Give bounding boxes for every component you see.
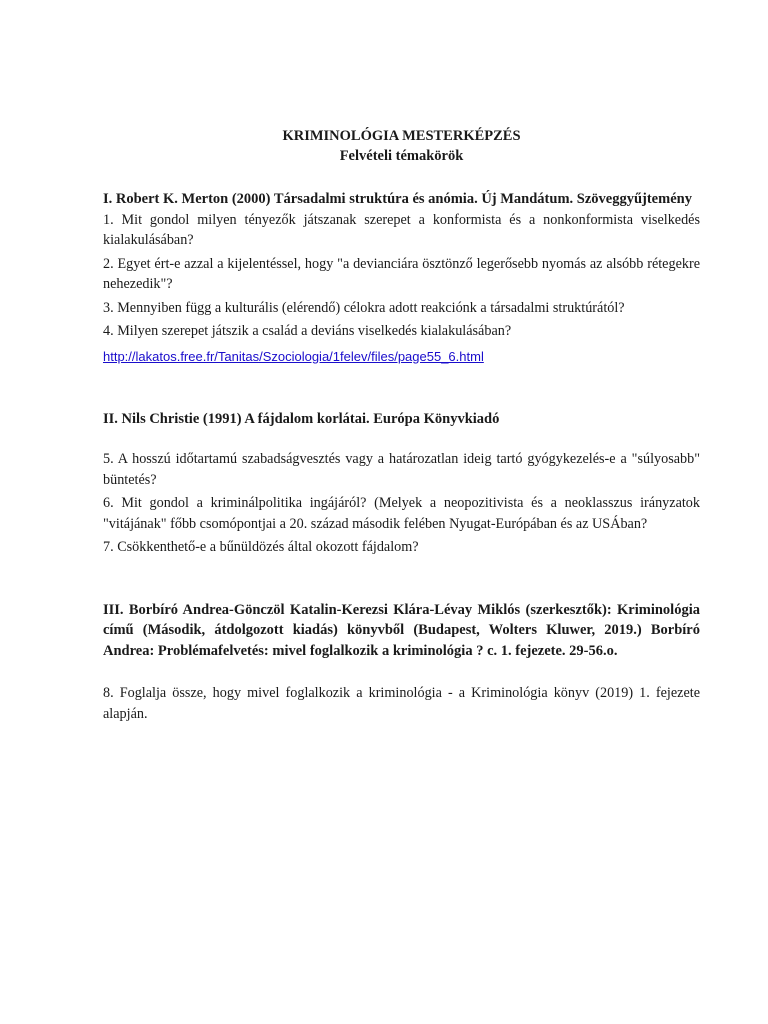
question-7: 7. Csökkenthető-e a bűnüldözés által okozott fájdalom?	[103, 539, 419, 555]
question-3: 3. Mennyiben függ a kulturális (elérendő) célokra adott reakciónk a társadalmi struktúrától?	[103, 299, 625, 316]
question-5: 5. A hosszú időtartamú szabadságvesztés vagy a határozatlan ideig tartó gyógykezelés-e a "súlyosabb" büntetés?	[103, 451, 700, 488]
reference-link[interactable]: http://lakatos.free.fr/Tanitas/Szociologia/1felev/files/page55_6.html	[103, 348, 484, 364]
question-2: 2. Egyet ért-e azzal a kijelentéssel, hogy "a devianciára ösztönző legerősebb nyomás az alsóbb rétegekre nehezedik"?	[103, 255, 700, 292]
question-4: 4. Milyen szerepet játszik a család a deviáns viselkedés kialakulásában?	[103, 323, 512, 339]
question-8: 8. Foglalja össze, hogy mivel foglalkozik a kriminológia - a Kriminológia könyv (2019) 1. fejezete alapján.	[103, 685, 700, 722]
section-2	[103, 409, 700, 558]
section-heading: II. Nils Christie (1991) A fájdalom korlátai. Európa Könyvkiadó	[103, 410, 500, 427]
question-6: 6. Mit gondol a kriminálpolitika ingájáról? (Melyek a neopozitivista és a neoklasszus irányzatok "vitájának" főbb csomópontjai a 20. század második felében Nyugat-Európában és az USÁban?	[103, 495, 700, 532]
document-page	[103, 126, 700, 727]
question-1: 1. Mit gondol milyen tényezők játszanak szerepet a konformista és a nonkonformista viselkedés kialakulásában?	[103, 211, 700, 248]
section-heading: III. Borbíró Andrea-Gönczöl Katalin-Kerezsi Klára-Lévay Miklós (szerkesztők): Kriminológia című (Második, átdolgozott kiadás) könyvből (Budapest, Wolters Kluwer, 2019.) Borbíró Andrea: Problémafelvetés: mivel foglalkozik a kriminológia ? c. 1. fejezete. 29-56.o.	[103, 601, 700, 659]
section-1	[103, 189, 700, 366]
page-title: KRIMINOLÓGIA MESTERKÉPZÉS	[282, 128, 521, 144]
page-subtitle: Felvételi témakörök	[339, 148, 464, 164]
section-3	[103, 600, 700, 725]
section-heading: I. Robert K. Merton (2000) Társadalmi struktúra és anómia. Új Mandátum. Szöveggyűjtemény	[103, 191, 692, 207]
